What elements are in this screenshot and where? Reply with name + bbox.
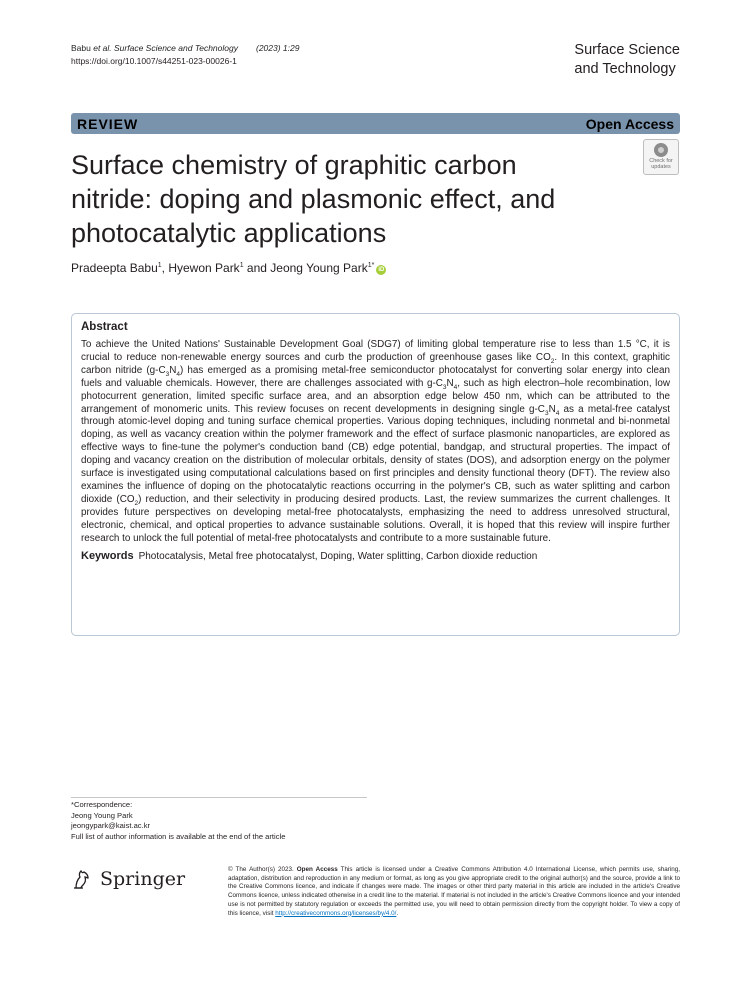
badge-text-line2: updates [651, 164, 671, 170]
author-name[interactable]: Pradeepta Babu [71, 261, 158, 275]
author-info-note: Full list of author information is available at the end of the article [71, 831, 286, 841]
correspondence-label: *Correspondence: [71, 800, 133, 809]
keywords-line [81, 550, 670, 563]
affiliation-marker: 1* [367, 262, 375, 269]
footnote-divider [71, 797, 367, 798]
article-type-banner [71, 113, 680, 134]
article-type-label: REVIEW [77, 115, 139, 132]
article-title: Surface chemistry of graphitic carbon nitride: doping and plasmonic effect, and photocatalytic applications [71, 150, 556, 248]
citation-line [71, 42, 299, 55]
journal-name-line1: Surface Science [574, 42, 680, 58]
license-link[interactable]: http://creativecommons.org/licenses/by/4.0/ [275, 909, 397, 917]
license-text: © The Author(s) 2023. Open Access This article is licensed under a Creative Commons Attribution 4.0 International License, which permits use, sharing, adaptation, distribution and reproduction in any medium or format, as long as you give appropriate credit to the original author(s) and the source, provide a link to the Creative Commons licence, and indicate if changes were made. The images or other third party material in this article are included in the article's Creative Commons licence, unless indicated otherwise in a credit line to the material. If material is not included in the article's Creative Commons licence and your intended use is not permitted by statutory regulation or exceeds the permitted use, you will need to obtain permission directly from the copyright holder. To view a copy of this licence, visit http://creativecommons.org/licenses/by/4.0/. [228, 866, 681, 917]
open-access-label: Open Access [585, 115, 674, 132]
abstract-text: To achieve the United Nations' Sustainable Development Goal (SDG7) of limiting global temperature rise to less than 1.5 °C, it is crucial to reduce non-renewable energy sources and curb the production of greenhouse gases like $CO_2$. In this context, graphitic carbon nitride $(g-C_3N_4)$ has emerged as a promising metal-free semiconductor photocatalyst for converting solar energy into clean fuels and valuable chemicals. However, there are challenges associated with $g-C_3N_4$, such as high electron–hole recombination, low photocurrent generation, limited specific surface area, and an absorption edge below 450 nm, which can be attributed to the arrangement of monomeric units. This review focuses on recent developments in designing single $g-C_3N_4$ as a metal-free catalyst through atomic-level doping and tuning surface chemical properties. Various doping techniques, including nonmetal and bi-nonmetal doping, as well as vacancy creation within the polymer framework and the effect of surface plasmonic nanoparticles, are explored as effective ways to fine-tune the polymer's conduction band (CB) edge potential, bandgap, and structural properties. The impact of doping and vacancy creation on the distribution of molecular orbitals, density of states (DOS), and adsorption energy on the polymer surface is investigated using computational calculations based on first principles and density functional theory (DFT). The review also examines the influence of doping on the photocatalytic reactions occurring in the polymer's CB, such as water splitting and carbon dioxide $(CO_2)$ reduction, and their selectivity in producing desired products. Last, the review summarizes the current challenges. It provides future perspectives on developing metal-free photocatalysts, emphasizing the need to address unresolved structural, electronic, chemical, and optical properties to advance sustainable solutions. Overall, it is hoped that this review will inspire further research to unlock the full potential of metal-free photocatalysts and contribute to a more sustainable future. [81, 339, 671, 544]
correspondence-block [71, 800, 285, 842]
check-for-updates-button[interactable] [643, 139, 679, 175]
publisher-name: Springer [100, 868, 186, 890]
doi-link[interactable]: https://doi.org/10.1007/s44251-023-00026-1 [71, 56, 237, 66]
running-header [71, 42, 299, 68]
journal-name [574, 41, 680, 79]
keywords-list: Photocatalysis, Metal free photocatalyst, Doping, Water splitting, Carbon dioxide reduction [138, 550, 538, 562]
affiliation-marker: 1 [157, 262, 162, 269]
journal-name-line2: and Technology [574, 61, 676, 77]
citation-authors: Babu [71, 43, 94, 53]
affiliation-marker: 1 [239, 262, 244, 269]
abstract-box [71, 313, 680, 636]
orcid-icon[interactable]: iD [378, 267, 385, 273]
author-name[interactable]: , Hyewon Park [161, 261, 240, 275]
correspondence-name: Jeong Young Park [71, 810, 133, 820]
citation-volume: (2023) 1:29 [255, 43, 300, 53]
springer-horse-icon [71, 867, 95, 891]
author-list [71, 261, 386, 275]
citation-etal: et al. [93, 43, 112, 53]
badge-text-line1: Check for [649, 158, 673, 164]
check-updates-icon [654, 143, 668, 157]
abstract-heading: Abstract [81, 321, 128, 333]
publisher-logo [71, 867, 185, 891]
keywords-label: Keywords [81, 549, 134, 562]
citation-journal: Surface Science and Technology [111, 43, 238, 53]
correspondence-email[interactable]: jeongypark@kaist.ac.kr [71, 821, 151, 830]
author-name[interactable]: and Jeong Young Park [243, 261, 368, 275]
